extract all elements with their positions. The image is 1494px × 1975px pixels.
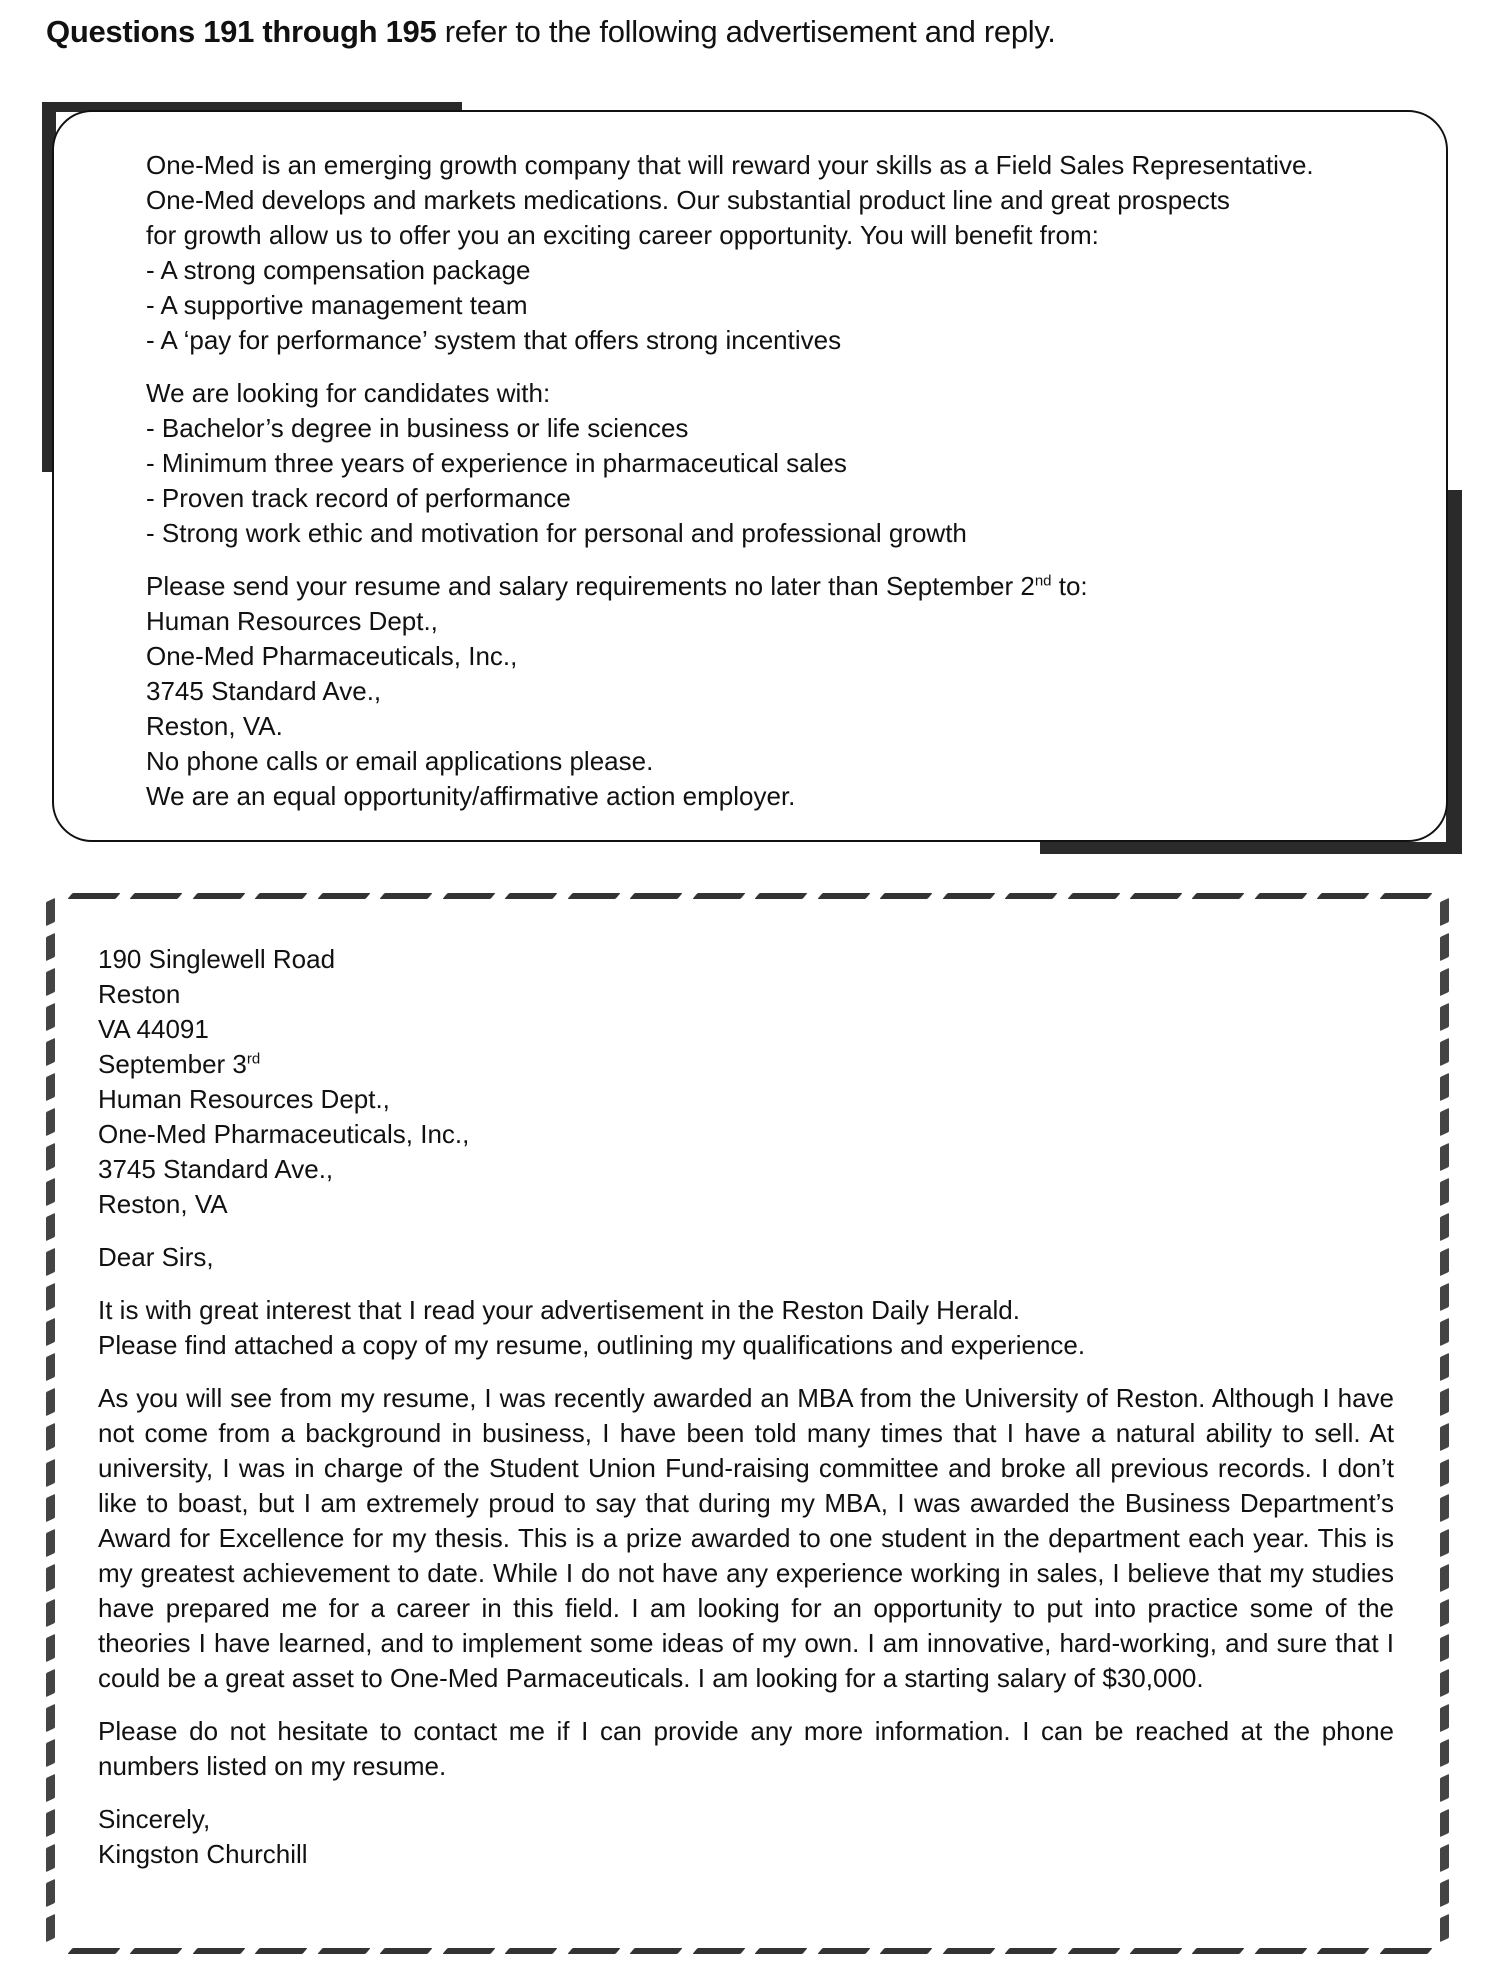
date-prefix: September 3 — [98, 1049, 247, 1079]
ad-requirement: - Bachelor’s degree in business or life sciences — [146, 413, 689, 443]
ad-line: for growth allow us to offer you an exciting career opportunity. You will benefit from: — [146, 220, 1099, 250]
ad-intro — [146, 148, 1386, 358]
sender-address-line: VA 44091 — [98, 1014, 209, 1044]
ad-address-line: 3745 Standard Ave., — [146, 676, 382, 706]
ad-address-line: Reston, VA. — [146, 711, 283, 741]
ad-requirement: - Proven track record of performance — [146, 483, 571, 513]
ad-benefit: - A supportive management team — [146, 290, 528, 320]
ad-contact — [146, 569, 1386, 814]
paragraph-line: It is with great interest that I read your advertisement in the Reston Daily Herald. — [98, 1295, 1020, 1325]
signature: Kingston Churchill — [98, 1839, 308, 1869]
letter-border-right — [1440, 900, 1454, 1940]
date-sup: rd — [246, 1050, 261, 1068]
recipient-address-line: Human Resources Dept., — [98, 1084, 390, 1114]
paragraph-line: Please find attached a copy of my resume, outlining my qualifications and experience. — [98, 1330, 1086, 1360]
heading-rest: refer to the following advertisement and reply. — [444, 14, 1056, 49]
ad-requirement: - Minimum three years of experience in pharmaceutical sales — [146, 448, 847, 478]
letter-paragraph-2: As you will see from my resume, I was recently awarded an MBA from the University of Reston. Although I have not come from a background in business, I have been told many times that I have a natural ability to sell. At university, I was in charge of the Student Union Fund-raising committee and broke all previous records. I don’t like to boast, but I am extremely proud to say that during my MBA, I was awarded the Business Department’s Award for Excellence for my thesis. This is a prize awarded to one student in the department each year. This is my greatest achievement to date. While I do not have any experience working in sales, I believe that my studies have prepared me for a career in this field. I am looking for an opportunity to put into practice some of the theories I have learned, and to implement some ideas of my own. I am innovative, hard-working, and sure that I could be a great asset to One-Med Parmaceuticals. I am looking for a starting salary of $30,000. — [98, 1383, 1394, 1693]
advertisement-content — [146, 148, 1386, 832]
send-line-suffix: to: — [1051, 571, 1088, 601]
recipient-address-line: Reston, VA — [98, 1189, 228, 1219]
ad-line: One-Med is an emerging growth company that will reward your skills as a Field Sales Representative. — [146, 150, 1314, 180]
ad-requirement: - Strong work ethic and motivation for personal and professional growth — [146, 518, 967, 548]
letter-border-left — [46, 900, 60, 1940]
recipient-address-line: 3745 Standard Ave., — [98, 1154, 334, 1184]
ad-shadow — [1040, 842, 1462, 854]
letter-paragraph-3: Please do not hesitate to contact me if I can provide any more information. I can be reached at the phone numbers listed on my resume. — [98, 1716, 1394, 1781]
ad-benefit: - A strong compensation package — [146, 255, 531, 285]
send-line-prefix: Please send your resume and salary requirements no later than September 2 — [146, 571, 1035, 601]
recipient-address-line: One-Med Pharmaceuticals, Inc., — [98, 1119, 470, 1149]
ad-shadow — [1446, 490, 1462, 854]
ad-address-line: One-Med Pharmaceuticals, Inc., — [146, 641, 518, 671]
letter-paragraph-1 — [98, 1293, 1394, 1363]
ad-note: We are an equal opportunity/affirmative action employer. — [146, 781, 796, 811]
ad-note: No phone calls or email applications please. — [146, 746, 654, 776]
salutation: Dear Sirs, — [98, 1242, 214, 1272]
section-heading — [46, 14, 1056, 50]
sender-address-line: 190 Singlewell Road — [98, 944, 336, 974]
letter-border-bottom — [70, 1948, 1430, 1958]
letter-border-top — [70, 893, 1430, 903]
letter-closing — [98, 1802, 1394, 1872]
ad-send-line — [146, 569, 1386, 604]
letter-content — [98, 942, 1394, 1890]
ad-line: We are looking for candidates with: — [146, 378, 551, 408]
heading-bold: Questions 191 through 195 — [46, 14, 437, 49]
closing: Sincerely, — [98, 1804, 211, 1834]
send-line-sup: nd — [1034, 572, 1052, 590]
sender-address-line: Reston — [98, 979, 181, 1009]
letter-header — [98, 942, 1394, 1222]
ad-requirements — [146, 376, 1386, 551]
ad-benefit: - A ‘pay for performance’ system that offers strong incentives — [146, 325, 842, 355]
ad-line: One-Med develops and markets medications. Our substantial product line and great prospects — [146, 185, 1230, 215]
letter-date — [98, 1047, 1394, 1082]
ad-address-line: Human Resources Dept., — [146, 606, 438, 636]
